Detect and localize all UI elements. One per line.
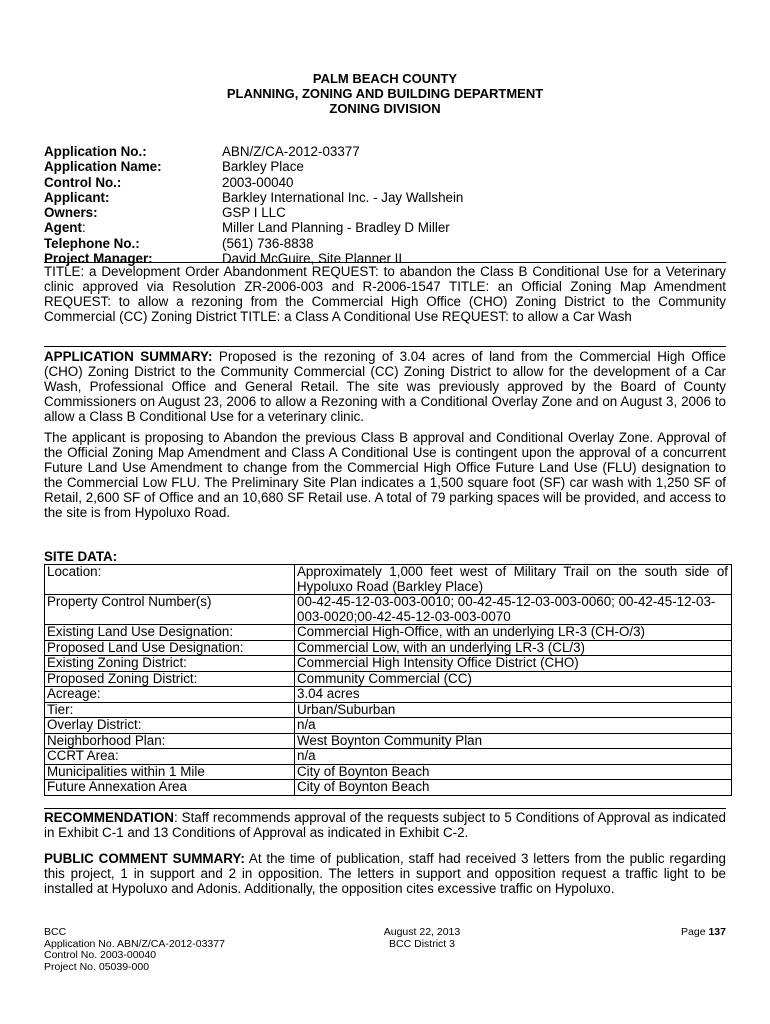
application-info <box>44 144 726 266</box>
recommendation <box>44 808 726 840</box>
info-row <box>44 144 726 159</box>
site-data-table <box>44 564 732 796</box>
info-row <box>44 236 726 251</box>
footer-project-no: Project No. 05039-000 <box>44 960 150 973</box>
table-row <box>45 687 732 703</box>
table-row <box>45 565 732 595</box>
info-value: 2003-00040 <box>222 174 294 190</box>
footer-date: August 22, 2013 <box>383 926 461 938</box>
table-row <box>45 718 732 734</box>
site-key: CCRT Area: <box>45 749 295 765</box>
recommendation-label: RECOMMENDATION <box>44 810 174 825</box>
site-key: Proposed Zoning District: <box>45 671 295 687</box>
table-row <box>45 671 732 687</box>
site-value: City of Boynton Beach <box>295 780 732 796</box>
table-row <box>45 595 732 625</box>
info-row <box>44 205 726 220</box>
site-key: Neighborhood Plan: <box>45 733 295 749</box>
page-label: Page <box>681 926 709 938</box>
table-row <box>45 733 732 749</box>
site-value: Urban/Suburban <box>295 702 732 718</box>
site-value: n/a <box>295 749 732 765</box>
public-comment-text: At the time of publication, staff had received 3 letters from the public regarding this project, 1 in support and 2 in opposition. The letters in support and opposition request a traffic light to be installed at Hypoluxo and Adonis. Additionally, the opposition cites excessive traffic on Hypoluxo. <box>44 851 727 896</box>
table-row <box>45 640 732 656</box>
footer-board: BCC <box>44 926 67 938</box>
footer-page <box>606 927 726 939</box>
table-row <box>45 749 732 765</box>
agent-label-colon: : <box>81 220 86 236</box>
info-label: Telephone No.: <box>44 235 140 251</box>
info-label: Application Name: <box>44 159 162 175</box>
info-value: (561) 736-8838 <box>222 235 314 251</box>
site-key: Existing Land Use Designation: <box>45 625 295 641</box>
info-label: Control No.: <box>44 174 122 190</box>
info-label: Application No.: <box>44 144 147 159</box>
site-key: Future Annexation Area <box>45 780 295 796</box>
footer-center <box>362 927 482 950</box>
info-label: Owners: <box>44 205 98 221</box>
info-row <box>44 220 726 235</box>
info-value: Barkley International Inc. - Jay Wallshein <box>222 189 464 205</box>
public-comment-label: PUBLIC COMMENT SUMMARY: <box>44 851 245 866</box>
table-row <box>45 656 732 672</box>
site-key: Acreage: <box>45 687 295 703</box>
public-comment-summary <box>44 851 726 896</box>
table-row <box>45 625 732 641</box>
info-value: Miller Land Planning - Bradley D Miller <box>222 220 450 236</box>
document-header <box>0 71 770 116</box>
info-label <box>44 220 222 235</box>
table-row <box>45 702 732 718</box>
agent-label: Agent <box>44 220 82 236</box>
footer-district: BCC District 3 <box>389 937 455 950</box>
site-key: Proposed Land Use Designation: <box>45 640 295 656</box>
footer-application-no: Application No. ABN/Z/CA-2012-03377 <box>44 937 225 950</box>
info-row <box>44 190 726 205</box>
summary-label: APPLICATION SUMMARY: <box>44 349 213 364</box>
site-value: Community Commercial (CC) <box>295 671 732 687</box>
site-value: 00-42-45-12-03-003-0010; 00-42-45-12-03-003-0060; 00-42-45-12-03-003-0020;00-42-45-12-03-003-0070 <box>295 595 732 625</box>
recommendation-text: : Staff recommends approval of the requests subject to 5 Conditions of Approval as indicated in Exhibit C-1 and 13 Conditions of Approval as indicated in Exhibit C-2. <box>44 810 726 840</box>
info-label: Project Manager: <box>44 251 153 267</box>
site-value: Commercial Low, with an underlying LR-3 (CL/3) <box>295 640 732 656</box>
site-value: City of Boynton Beach <box>295 764 732 780</box>
info-value: Barkley Place <box>222 159 304 175</box>
request-titles: TITLE: a Development Order Abandonment REQUEST: to abandon the Class B Conditional Use for a Veterinary clinic approved via Resolution ZR-2006-003 and R-2006-1547 TITLE: an Official Zoning Map Amendment REQUEST: to allow a rezoning from the Commercial High Office (CHO) Zoning District to the Community Commercial (CC) Zoning District TITLE: a Class A Conditional Use REQUEST: to allow a Car Wash <box>44 264 726 324</box>
summary-paragraph-1 <box>44 349 726 424</box>
page-number: 137 <box>708 926 726 938</box>
site-value: West Boynton Community Plan <box>295 733 732 749</box>
info-label: Applicant: <box>44 189 110 205</box>
footer-left <box>44 927 304 973</box>
info-value: ABN/Z/CA-2012-03377 <box>222 144 360 159</box>
site-key: Overlay District: <box>45 718 295 734</box>
site-key: Existing Zoning District: <box>45 656 295 672</box>
footer-control-no: Control No. 2003-00040 <box>44 949 157 961</box>
summary-paragraph-2: The applicant is proposing to Abandon the previous Class B approval and Conditional Overlay Zone. Approval of the Official Zoning Map Amendment and Class A Conditional Use is contingent upon the approval of a concurrent Future Land Use Amendment to change from the Commercial High Office Future Land Use (FLU) designation to the Commercial Low FLU. The Preliminary Site Plan indicates a 1,500 square foot (SF) car wash with 1,250 SF of Retail, 2,600 SF of Office and an 10,680 SF Retail use. A total of 79 parking spaces will be provided, and access to the site is from Hypoluxo Road. <box>44 430 726 520</box>
site-key: Location: <box>45 565 295 595</box>
info-row <box>44 175 726 190</box>
site-key: Property Control Number(s) <box>45 595 295 625</box>
division-name: ZONING DIVISION <box>329 101 441 116</box>
site-data <box>44 549 726 796</box>
info-value: GSP I LLC <box>222 205 286 221</box>
application-summary <box>44 346 726 526</box>
site-value: Approximately 1,000 feet west of Military Trail on the south side of Hypoluxo Road (Barkley Place) <box>295 565 732 595</box>
county-name: PALM BEACH COUNTY <box>312 71 458 86</box>
site-value: Commercial High Intensity Office District (CHO) <box>295 656 732 672</box>
summary-text-1: Proposed is the rezoning of 3.04 acres of land from the Commercial High Office (CHO) Zoning District to the Community Commercial (CC) Zoning District to allow for the development of a Car Wash, Professional Office and General Retail. The site was previously approved by the Board of County Commissioners on August 23, 2006 to allow a Rezoning with a Conditional Overlay Zone and on August 3, 2006 to allow a Class B Conditional Use for a veterinary clinic. <box>44 349 726 424</box>
site-value: 3.04 acres <box>295 687 732 703</box>
info-value: David McGuire, Site Planner II <box>222 251 403 267</box>
table-row <box>45 764 732 780</box>
site-key: Tier: <box>45 702 295 718</box>
site-value: n/a <box>295 718 732 734</box>
info-row <box>44 159 726 174</box>
department-name: PLANNING, ZONING AND BUILDING DEPARTMENT <box>226 86 544 101</box>
site-value: Commercial High-Office, with an underlying LR-3 (CH-O/3) <box>295 625 732 641</box>
site-data-heading: SITE DATA: <box>44 549 118 564</box>
site-key: Municipalities within 1 Mile <box>45 764 295 780</box>
table-row <box>45 780 732 796</box>
